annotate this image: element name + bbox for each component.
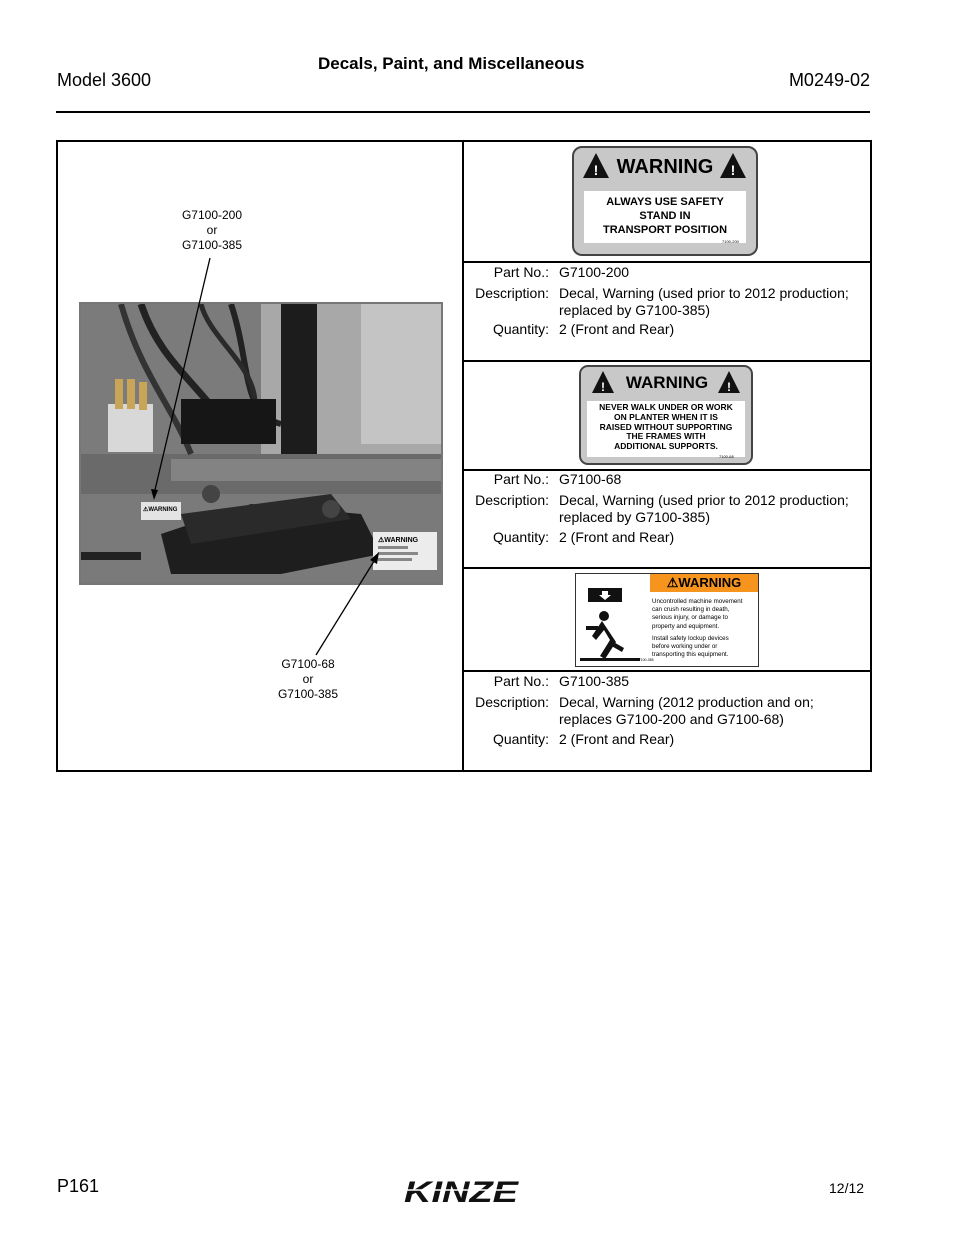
part-no-label: Part No.: [493,471,549,487]
callout-upper-part-a: G7100-200 [181,208,243,222]
callout-upper-or: or [206,223,218,237]
revision-date: 12/12 [829,1180,865,1196]
callout-lower [258,657,358,702]
decal-header: WARNING [625,373,709,392]
decal-message-line: serious injury, or damage to [652,614,728,622]
decal-message-line: before working under or [652,643,718,651]
decal-code: G7100-385 [636,658,654,662]
callout-lower-or: or [302,672,314,686]
svg-text:⚠WARNING: ⚠WARNING [378,537,419,544]
decal-message-line: ADDITIONAL SUPPORTS. [614,441,718,452]
svg-text:!: ! [601,380,605,394]
quantity-label: Quantity: [492,529,549,545]
callout-lower-part-a: G7100-68 [281,657,335,671]
decal-header: WARNING [678,575,742,590]
part-no-value: G7100-200 [559,264,630,280]
part-no-value: G7100-385 [559,673,630,689]
part-no-label: Part No.: [493,264,549,280]
document-number: M0249-02 [788,70,870,90]
svg-text:⚠WARNING: ⚠WARNING [143,507,178,513]
decal-message-line: STAND IN [639,210,691,222]
decal-header: WARNING [616,156,714,178]
quantity-label: Quantity: [492,731,549,747]
quantity-value: 2 (Front and Rear) [559,731,675,747]
part-no-label: Part No.: [493,673,549,689]
model-label: Model 3600 [57,70,152,90]
decal-message [587,403,745,452]
kinze-logo-text: KINZE [404,1176,520,1208]
decal-code: 7100-68 [719,454,734,459]
decal-image-g7100-385 [575,573,759,667]
decal-message-line: Uncontrolled machine movement [652,598,743,605]
crush-hazard-icon [576,574,650,666]
quantity-label: Quantity: [492,321,549,337]
section-title: Decals, Paint, and Miscellaneous [318,54,585,73]
description-line: Decal, Warning (2012 production and on; [559,694,814,710]
svg-text:!: ! [730,162,736,178]
description-label: Description: [475,492,549,508]
decal-message-line: transporting this equipment. [652,651,729,659]
description-label: Description: [475,285,549,301]
decal-message [584,195,746,237]
decal-message-line: THE FRAMES WITH [626,431,706,442]
decal-code: 7100-200 [722,239,739,244]
callout-lower-part-b: G7100-385 [277,687,339,701]
svg-text:!: ! [727,380,731,394]
kinze-logo-mark [400,1174,524,1208]
decal-image-g7100-200 [572,146,758,256]
description-line: Decal, Warning (used prior to 2012 production; [559,285,849,301]
decal-message [652,598,758,659]
page-number: P161 [57,1176,100,1196]
part-no-value: G7100-68 [559,471,622,487]
description-line: replaced by G7100-385) [559,509,710,525]
decal-image-g7100-68 [579,365,753,465]
decal-message-line: ALWAYS USE SAFETY [606,196,724,208]
decal-message-line: property and equipment. [652,622,720,630]
decal-message-line: NEVER WALK UNDER OR WORK [599,402,733,412]
description-line: Decal, Warning (used prior to 2012 production; [559,492,849,508]
kinze-logo [400,1174,524,1213]
callout-upper-part-b: G7100-385 [181,238,243,252]
quantity-value: 2 (Front and Rear) [559,529,675,545]
svg-text:!: ! [593,162,599,178]
decal-message-line: RAISED WITHOUT SUPPORTING [599,421,733,432]
decal-message-line: Install safety lockup devices [652,634,729,642]
decal-message-line: TRANSPORT POSITION [602,224,728,236]
decal-header-bar [650,574,758,592]
warning-triangle-icon: ⚠ [666,575,679,590]
description-line: replaces G7100-200 and G7100-68) [559,711,784,727]
decal-message-line: can crush resulting in death, [652,606,730,614]
description-label: Description: [475,694,549,710]
quantity-value: 2 (Front and Rear) [559,321,675,337]
description-line: replaced by G7100-385) [559,302,710,318]
decal-message-line: ON PLANTER WHEN IT IS [614,411,718,422]
